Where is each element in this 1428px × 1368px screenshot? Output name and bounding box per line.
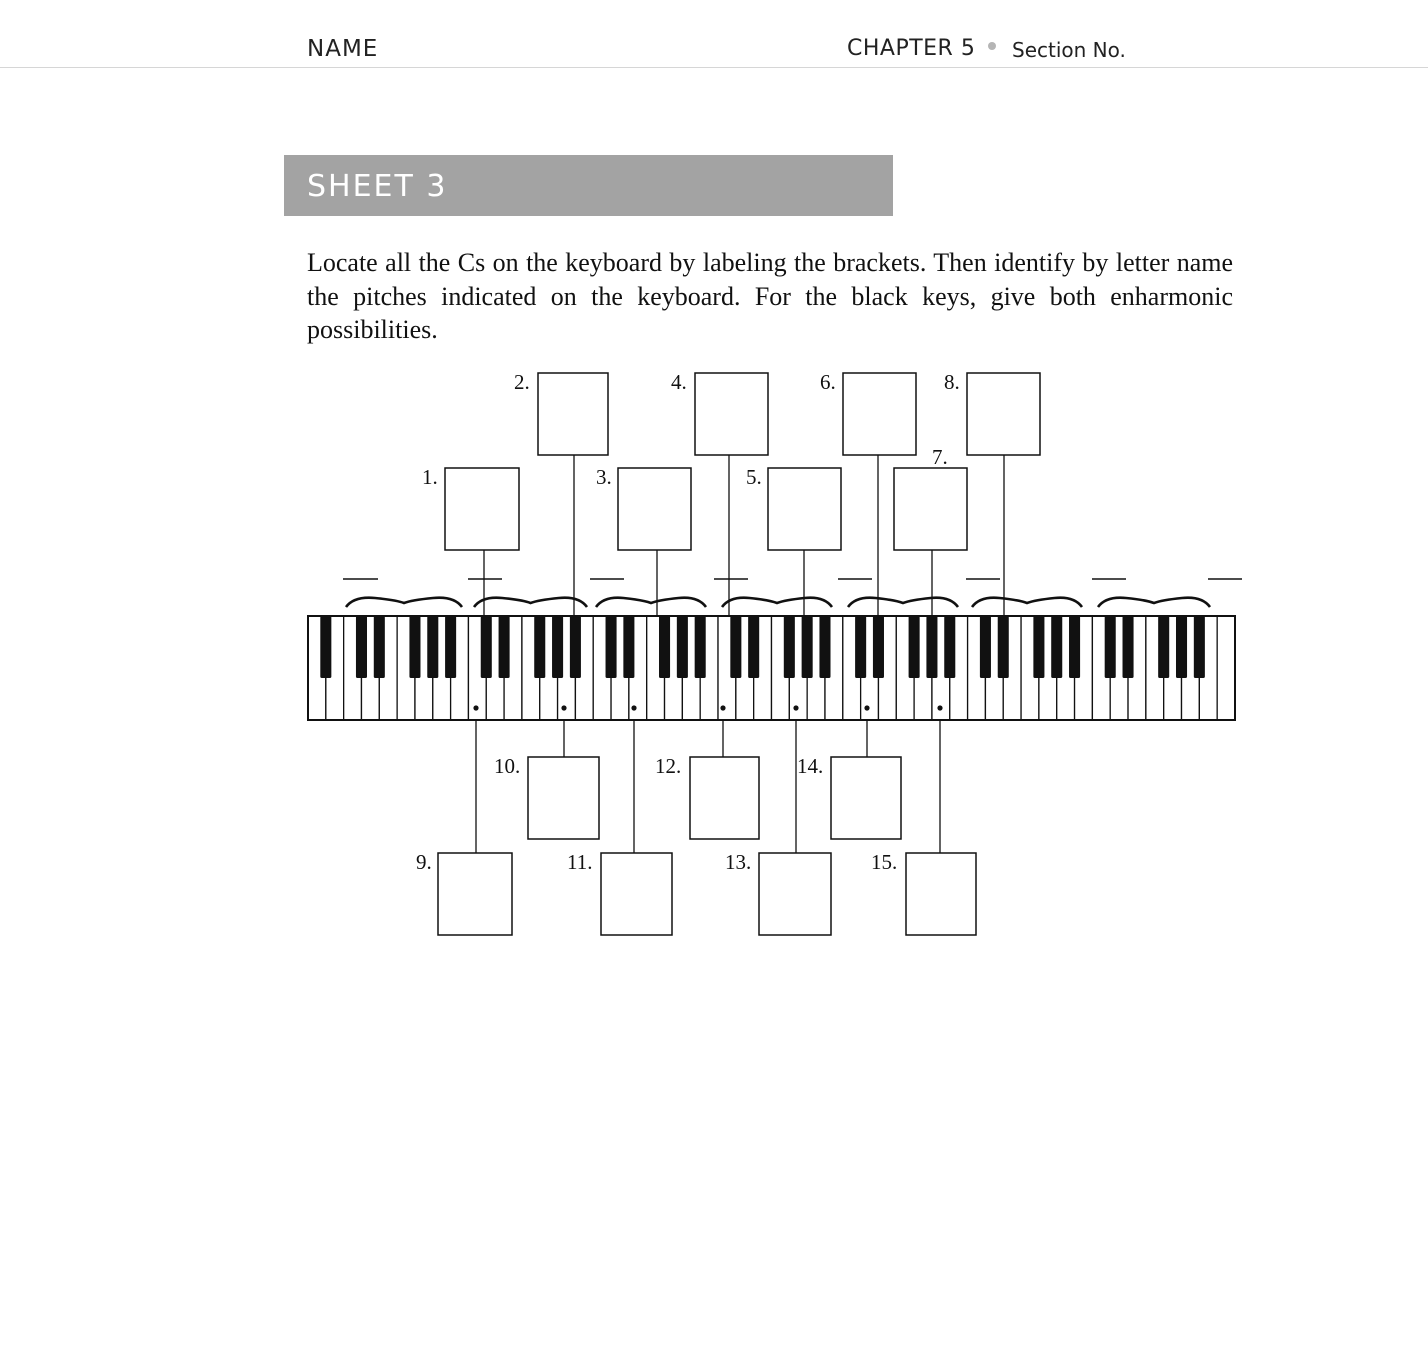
black-key xyxy=(659,616,670,678)
section-label: Section No. xyxy=(1012,38,1126,62)
box-number-label: 7. xyxy=(932,445,948,469)
pitch-marker-dot xyxy=(561,705,566,710)
black-key xyxy=(320,616,331,678)
black-key xyxy=(784,616,795,678)
pitch-marker-dot xyxy=(473,705,478,710)
answer-box-top xyxy=(843,373,916,455)
black-key xyxy=(980,616,991,678)
box-number-label: 9. xyxy=(416,850,432,874)
pitch-marker-dot xyxy=(631,705,636,710)
box-number-label: 8. xyxy=(944,370,960,394)
answer-box-bottom xyxy=(601,853,672,935)
black-key xyxy=(855,616,866,678)
box-number-label: 1. xyxy=(422,465,438,489)
box-number-label: 12. xyxy=(655,754,682,778)
black-key xyxy=(1176,616,1187,678)
answer-box-top xyxy=(894,468,967,550)
answer-box-bottom xyxy=(690,757,759,839)
black-key xyxy=(356,616,367,678)
black-key xyxy=(427,616,438,678)
answer-box-top xyxy=(445,468,519,550)
answer-box-top xyxy=(618,468,691,550)
pitch-marker-dot xyxy=(793,705,798,710)
black-key xyxy=(499,616,510,678)
black-key xyxy=(570,616,581,678)
piano-keyboard xyxy=(308,616,1235,720)
black-key xyxy=(606,616,617,678)
answer-box-bottom xyxy=(831,757,901,839)
answer-box-bottom xyxy=(528,757,599,839)
octave-bracket xyxy=(346,598,462,607)
black-key xyxy=(1194,616,1205,678)
answer-box-top xyxy=(538,373,608,455)
black-key xyxy=(802,616,813,678)
black-key xyxy=(926,616,937,678)
black-key xyxy=(374,616,385,678)
pitch-marker-dot xyxy=(864,705,869,710)
black-key xyxy=(481,616,492,678)
box-number-label: 11. xyxy=(567,850,593,874)
box-number-label: 2. xyxy=(514,370,530,394)
octave-bracket xyxy=(972,598,1082,607)
box-number-label: 6. xyxy=(820,370,836,394)
octave-bracket xyxy=(848,598,958,607)
name-label: NAME xyxy=(307,36,379,62)
instructions-text: Locate all the Cs on the keyboard by labeling the brackets. Then identify by letter name the pitches indicated on the keyboard. For the black keys, give both enharmonic possibilities. xyxy=(307,248,1233,344)
black-key xyxy=(623,616,634,678)
octave-bracket xyxy=(474,598,587,607)
white-key xyxy=(1217,616,1235,720)
sheet-title: SHEET 3 xyxy=(307,169,448,204)
black-key xyxy=(730,616,741,678)
black-key xyxy=(1123,616,1134,678)
black-key xyxy=(695,616,706,678)
box-number-label: 14. xyxy=(797,754,824,778)
black-key xyxy=(1069,616,1080,678)
black-key xyxy=(1158,616,1169,678)
black-key xyxy=(944,616,955,678)
box-number-label: 5. xyxy=(746,465,762,489)
box-number-label: 4. xyxy=(671,370,687,394)
black-key xyxy=(552,616,563,678)
chapter-label: CHAPTER 5 xyxy=(847,36,976,61)
pitch-marker-dot xyxy=(937,705,942,710)
black-key xyxy=(445,616,456,678)
black-key xyxy=(998,616,1009,678)
pitch-marker-dot xyxy=(720,705,725,710)
black-key xyxy=(873,616,884,678)
black-key xyxy=(677,616,688,678)
black-key xyxy=(1105,616,1116,678)
answer-box-bottom xyxy=(906,853,976,935)
box-number-label: 3. xyxy=(596,465,612,489)
octave-bracket xyxy=(596,598,706,607)
black-key xyxy=(534,616,545,678)
answer-box-top xyxy=(967,373,1040,455)
black-key xyxy=(409,616,420,678)
black-key xyxy=(819,616,830,678)
octave-bracket xyxy=(1098,598,1210,607)
box-number-label: 13. xyxy=(725,850,752,874)
answer-box-bottom xyxy=(759,853,831,935)
black-key xyxy=(748,616,759,678)
black-key xyxy=(909,616,920,678)
answer-box-bottom xyxy=(438,853,512,935)
answer-box-top xyxy=(695,373,768,455)
black-key xyxy=(1033,616,1044,678)
black-key xyxy=(1051,616,1062,678)
octave-bracket xyxy=(722,598,832,607)
answer-box-top xyxy=(768,468,841,550)
octave-brackets xyxy=(343,579,1242,607)
box-number-label: 10. xyxy=(494,754,521,778)
box-number-label: 15. xyxy=(871,850,898,874)
